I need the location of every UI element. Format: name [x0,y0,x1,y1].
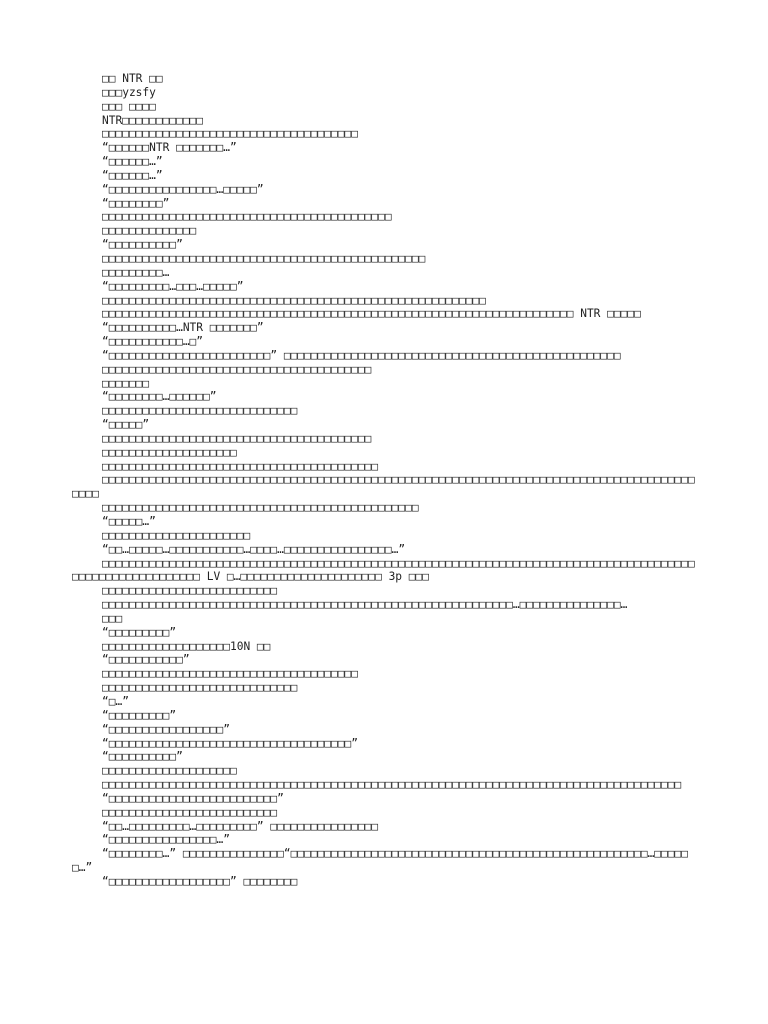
text-line: □□□□□□□□□□□□□□□□□□□10N □□ [102,639,271,653]
text-line: “□□□□□□NTR □□□□□□□…” [102,141,237,155]
text-line: □□□□□□□□□□□□□□□□□□□□□□□□□□ [102,584,278,598]
text-line: □□□□□□□□□… [102,265,170,279]
text-line: “□□□□□□□□□□□□□□□□□” [102,722,230,736]
text-line: □□□□□□□□□□□□□□□□□□□□□□□□□□□□□□□□□□□□□□□□□□□□□□□□□□□□□□□□□□□□□□□□□□□□□□□□□□□□□□□□□□□□□□□□□□□□□□□□□□□□□□□□□□□ LV □…□□□□□□□□□□□□□□□□□□□□□ 3p □□□ [72,556,695,584]
text-line: □□□□□□□□□□□□□□□□□□□□ [102,445,237,459]
text-line: □□□□□□□□□□□□□□□□□□□□□□□□□□□□□□□□□□□□□□□□□□□□□□□□□□□□□□□□□□□□□□□□□□□□□□□□□□□□□□□□□□□□□□□□□□□□ [72,473,695,501]
text-line: “□□□□□□□□□□□□□□□□□□□□□□□□” □□□□□□□□□□□□□□□□□□□□□□□□□□□□□□□□□□□□□□□□□□□□□□□□□□ [102,348,621,362]
text-line: “□□□□□□□□□□□□□□□□□□□□□□□□□” [102,791,284,805]
text-line: □□□□□□□□□□□□□□□□□□□□□□□□□□□□□□□□□□□□□□□□ [102,431,372,445]
text-line: □□□□□□□□□□□□□□□□□□□□□□□□□□□□□□□□□□□□□□□□□□□□□□□□□□□□□□□□□□□□□□□□□□□□□□ NTR □□□□□ [102,307,641,321]
doc-title: □□ NTR □□ [102,72,163,85]
text-line: □□□□□□□□□□□□□□□□□□□□□□□□□□□□□□□□□□□□□□ [102,127,358,141]
text-line: “□□□□□□□□…” □□□□□□□□□□□□□□□“□□□□□□□□□□□□□□□□□□□□□□□□□□□□□□□□□□□□□□□□□□□□□□□□□□□□□…□□□□□□…” [72,847,688,875]
text-line: “□□□□□□…” [102,168,163,182]
text-line: “□□□□□□□□□□□□□□□□…□□□□□” [102,182,264,196]
text-line: “□□□□□□□□□□□□□□□□…” [102,833,230,847]
document-page [72,72,700,889]
text-line: “□□□□□□…” [102,155,163,169]
text-line: “□□□□□□□□□□□” [102,653,190,667]
text-line: □□□□□□□□□□□□□□□□□□□□□□□□□□□□□ [102,404,298,418]
text-line: □□□□□□□□□□□□□□□□□□□□□□□□□□□□□□□□□□□□□□□□□□□□□□□□□□□□□□□□□□□□□□□□□□□□□□□□□□□□□□□□□□□□□□ [102,778,682,792]
text-line: □□□□□□□□□□□□□□□□□□□□□□□□□□□□□□□□□□□□□□□□ [102,362,372,376]
doc-author: □□□yzsfy [102,85,156,99]
text-line: “□□□□□” [102,418,150,432]
text-line: □□□ [102,611,123,625]
text-line: □□□□□□□□□□□□□□□□□□□□□□□□□□□□□□□□□□□□□□□□□□□ [102,210,392,224]
text-line: “□□□□□…” [102,515,156,528]
text-line: “□□□□□□□□□□□…□” [102,335,204,349]
doc-chapter-heading: □□□ □□□□ [102,99,156,113]
text-line: “□□□□□□□□” [102,196,170,210]
text-line: □□□□□□□□□□□□□□□□□□□□□□ [102,528,251,542]
text-line: “□□□□□□□□□□” [102,238,183,252]
text-line: □□□□□□□□□□□□□□□□□□□□ [102,764,237,778]
text-line: □□□□□□□□□□□□□□□□□□□□□□□□□□ [102,805,278,819]
text-line: “□□…□□□□□□□□□…□□□□□□□□□” □□□□□□□□□□□□□□□□ [102,819,379,833]
text-line: “□□□□□□□□□□□□□□□□□□” □□□□□□□□ [102,874,298,888]
text-line: “□□□□□□□□□□…NTR □□□□□□□” [102,321,264,335]
text-line: □□□□□□□□□□□□□□□□□□□□□□□□□□□□□ [102,681,298,695]
text-line: NTR□□□□□□□□□□□□ [102,113,204,127]
text-line: □□□□□□□□□□□□□□□□□□□□□□□□□□□□□□□□□□□□□□ [102,667,358,681]
text-line: “□□□□□□□□□□” [102,750,183,764]
text-line: □□□□□□□□□□□□□□ [102,224,197,238]
text-line: “□□□□□□□□□□□□□□□□□□□□□□□□□□□□□□□□□□□□” [102,736,358,750]
text-line: □□□□□□□□□□□□□□□□□□□□□□□□□□□□□□□□□□□□□□□□□□□□□□□ [102,501,419,515]
text-line: “□□□□□□□□□” [102,708,177,722]
text-line: “□□□□□□□□□…□□□…□□□□□” [102,279,244,293]
text-line: “□…” [102,694,129,708]
text-line: □□□□□□□ [102,376,150,390]
text-line: □□□□□□□□□□□□□□□□□□□□□□□□□□□□□□□□□□□□□□□□□ [102,459,379,473]
text-line: “□□…□□□□□…□□□□□□□□□□□…□□□□…□□□□□□□□□□□□□□□□…” [102,542,406,556]
text-line: “□□□□□□□□…□□□□□□” [102,390,217,404]
text-line: □□□□□□□□□□□□□□□□□□□□□□□□□□□□□□□□□□□□□□□□□□□□□□□□□□□□□□□□□□□□□…□□□□□□□□□□□□□□□… [102,598,628,612]
text-line: □□□□□□□□□□□□□□□□□□□□□□□□□□□□□□□□□□□□□□□□□□□□□□□□□□□□□□□□□ [102,293,486,307]
text-line: “□□□□□□□□□” [102,625,177,639]
text-line: □□□□□□□□□□□□□□□□□□□□□□□□□□□□□□□□□□□□□□□□□□□□□□□□ [102,251,426,265]
